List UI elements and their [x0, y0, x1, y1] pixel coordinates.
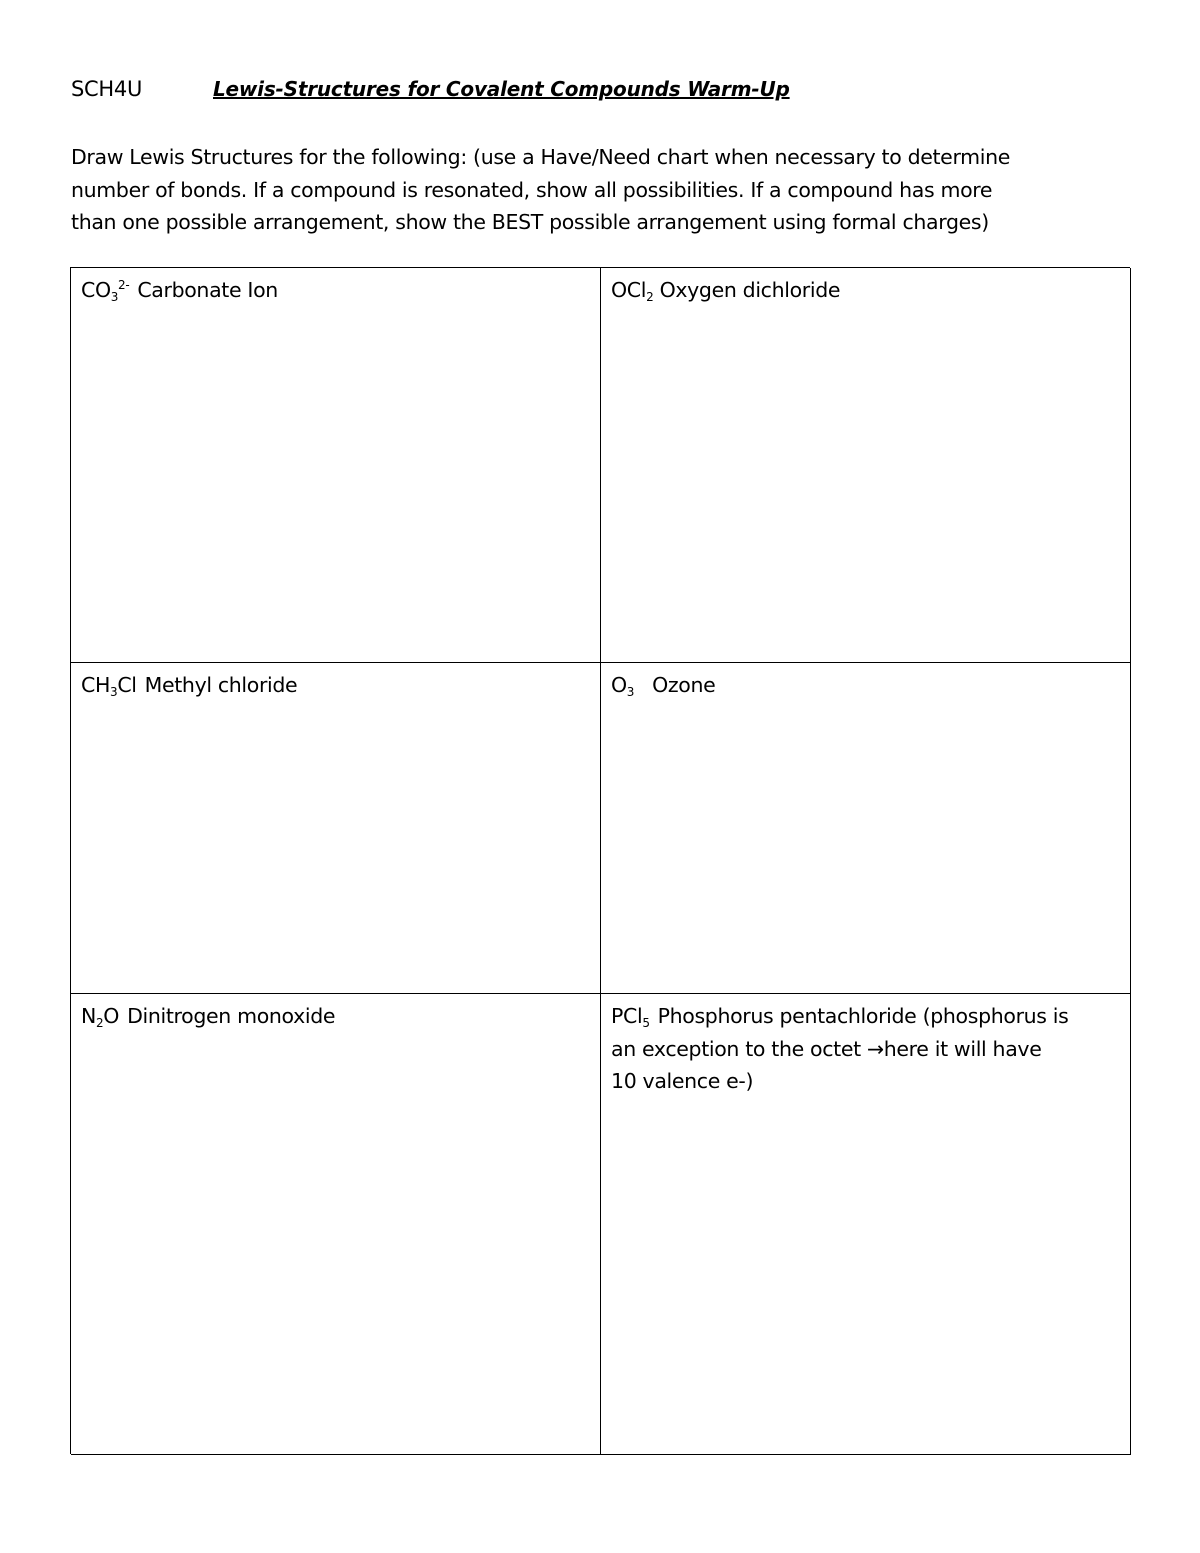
formula-carbonate — [81, 278, 129, 302]
formula-ozone — [611, 673, 634, 697]
formula-base: OCl — [611, 278, 647, 302]
cell-phosphorus-pentachloride[interactable] — [601, 994, 1131, 1455]
compound-note: 10 valence e-) — [611, 1069, 754, 1093]
formula-phosphorus-pentachloride — [611, 1004, 650, 1028]
instructions-line: Draw Lewis Structures for the following: (use a Have/Need chart when necessary to determine — [71, 145, 1011, 169]
formula-subscript: 5 — [642, 1016, 650, 1030]
compound-name: Phosphorus pentachloride (phosphorus is — [657, 1004, 1069, 1028]
formula-superscript: 2- — [118, 278, 130, 292]
formula-oxygen-dichloride — [611, 278, 653, 302]
formula-subscript: 3 — [110, 685, 118, 699]
formula-tail: O — [103, 1004, 120, 1028]
formula-subscript: 2 — [646, 290, 654, 304]
formula-subscript: 3 — [626, 685, 635, 699]
compound-table — [70, 267, 1130, 1454]
formula-dinitrogen-monoxide — [81, 1004, 119, 1028]
instructions — [71, 141, 1131, 239]
formula-base: PCl — [611, 1004, 643, 1028]
formula-base: N — [81, 1004, 96, 1028]
compound-name: Carbonate Ion — [137, 278, 278, 302]
compound-name: Oxygen dichloride — [659, 278, 841, 302]
instructions-line: number of bonds. If a compound is resonated, show all possibilities. If a compound has more — [71, 177, 993, 202]
formula-base: CH — [81, 673, 111, 697]
cell-oxygen-dichloride[interactable] — [601, 268, 1131, 663]
formula-methyl-chloride — [81, 673, 137, 697]
compound-note: an exception to the octet →here it will have — [611, 1036, 1042, 1061]
formula-subscript: 2 — [96, 1016, 104, 1030]
cell-dinitrogen-monoxide[interactable] — [71, 994, 601, 1455]
compound-name: Ozone — [652, 673, 716, 697]
cell-carbonate[interactable] — [71, 268, 601, 663]
formula-base: CO — [81, 278, 111, 302]
cell-methyl-chloride[interactable] — [71, 663, 601, 994]
document-header — [71, 76, 790, 102]
formula-subscript: 3 — [110, 290, 119, 304]
cell-ozone[interactable] — [601, 663, 1131, 994]
compound-name: Methyl chloride — [144, 673, 298, 697]
instructions-line: than one possible arrangement, show the BEST possible arrangement using formal charges) — [71, 210, 989, 234]
formula-base: O — [611, 673, 627, 697]
compound-name: Dinitrogen monoxide — [127, 1004, 336, 1028]
course-code: SCH4U — [71, 77, 143, 101]
worksheet-title: Lewis-Structures for Covalent Compounds Warm-Up — [213, 77, 790, 101]
formula-tail: Cl — [117, 673, 137, 697]
